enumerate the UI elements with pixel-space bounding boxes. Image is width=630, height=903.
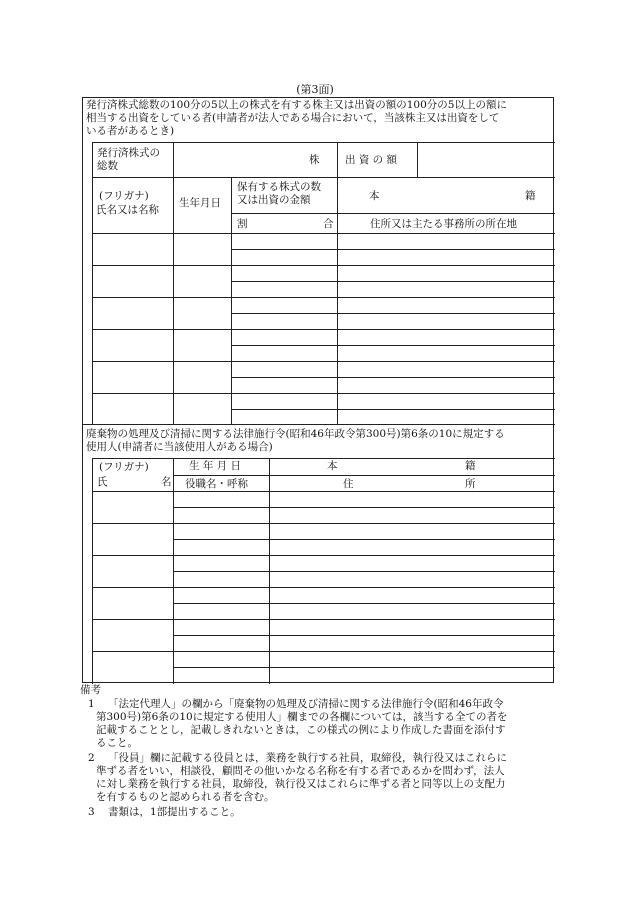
s2-row-line: [92, 555, 555, 556]
s1-row-line: [231, 409, 555, 410]
ratio-char: 割: [237, 218, 248, 230]
address-label: 住所又は主たる事務所の所在地: [370, 218, 517, 230]
note-item: 3 書類は，1部提出すること。: [88, 806, 241, 818]
s1-row-line: [231, 377, 555, 378]
section-divider: [83, 424, 555, 425]
s2-address-char: 所: [465, 478, 476, 490]
s2-row-line: [173, 667, 555, 668]
s1-row-line: [231, 281, 555, 282]
s1-row-line: [231, 213, 555, 214]
s1-row-line: [231, 345, 555, 346]
notes-title: 備考: [80, 684, 101, 696]
s2-row-line: [92, 651, 555, 652]
s2-row-line: [173, 539, 555, 540]
total-shares-label: 発行済株式の 総数: [97, 147, 160, 172]
s1-divider: [417, 142, 418, 177]
s1-col-line: [173, 177, 174, 424]
s1-row-line: [92, 361, 555, 362]
s1-row-line: [92, 329, 555, 330]
section1-heading: 発行済株式総数の100分の5以上の株式を有する株主又は出資の額の100分の5以上の額に 相当する出資をしている者(申請者が法人である場合において，当該株主又は出資をして いる者があるとき): [86, 99, 507, 137]
s1-row-line: [92, 177, 555, 178]
page-label: (第3面): [296, 83, 334, 96]
s2-row-line: [92, 587, 555, 588]
s2-birthdate-label: 生 年 月 日: [189, 460, 242, 472]
s1-row-line: [231, 313, 555, 314]
s1-name-label: 氏名又は名称: [96, 204, 159, 216]
s2-row-line: [173, 603, 555, 604]
s1-divider: [337, 142, 338, 177]
s2-table-top: [92, 458, 555, 459]
s2-name-char: 名: [161, 476, 172, 488]
note-item: 2 「役員」欄に記載する役員とは，業務を執行する社員，取締役，執行役又はこれらに 準ずる者をいい，相談役，顧問その他いかなる名称を有する者であるかを問わず，法人 に対し業務を執行する社員，取締役，執行役又はこれらに準ずる者と同等以上の支配力 を有するものと認められる者を含む。: [88, 752, 507, 803]
s2-row-line: [173, 635, 555, 636]
honseki-char: 本: [369, 190, 380, 202]
s1-col-line: [337, 177, 338, 424]
s2-row-line: [92, 619, 555, 620]
honseki-char: 籍: [525, 190, 536, 202]
s2-row-line: [92, 523, 555, 524]
s2-row-line: [173, 507, 555, 508]
s2-honseki-char: 籍: [465, 460, 476, 472]
note-number: 3: [88, 806, 95, 818]
s1-col-line: [231, 177, 232, 424]
note-number: 1: [88, 698, 95, 710]
s1-table-left: [92, 142, 93, 424]
s2-name-char: 氏: [97, 476, 108, 488]
s2-furigana-label: (フリガナ): [99, 461, 149, 473]
form-frame: [82, 97, 554, 683]
investment-label: 出 資 の 額: [345, 154, 398, 166]
s2-row-line: [173, 571, 555, 572]
note-number: 2: [88, 752, 95, 764]
s2-title-label: 役職名・呼称: [185, 478, 248, 490]
shares-unit: 株: [309, 154, 320, 166]
s1-row-line: [92, 297, 555, 298]
s2-address-char: 住: [343, 478, 354, 490]
section2-heading: 廃棄物の処理及び清掃に関する法律施行令(昭和46年政令第300号)第6条の10に規定する 使用人(申請者に当該使用人がある場合): [86, 428, 505, 453]
s1-row-line: [92, 233, 555, 234]
s1-divider: [173, 142, 174, 177]
s1-row-line: [92, 265, 555, 266]
s2-honseki-char: 本: [327, 460, 338, 472]
s1-birthdate-label: 生年月日: [179, 197, 221, 209]
ratio-char: 合: [323, 218, 334, 230]
note-item: 1 「法定代理人」の欄から「廃棄物の処理及び清掃に関する法律施行令(昭和46年政令 第300号)第6条の10に規定する使用人」欄までの各欄については，該当する全ての者を 記載することとし，記載しきれないときは，この様式の例により作成した書面を添付す ること。: [88, 698, 508, 749]
s1-table-top: [92, 142, 555, 143]
holding-label: 保有する株式の数 又は出資の金額: [237, 181, 321, 206]
s1-row-line: [92, 393, 555, 394]
s1-row-line: [231, 249, 555, 250]
s2-row-line: [173, 475, 555, 476]
s1-furigana-label: (フリガナ): [99, 190, 149, 202]
s2-row-line: [92, 491, 555, 492]
